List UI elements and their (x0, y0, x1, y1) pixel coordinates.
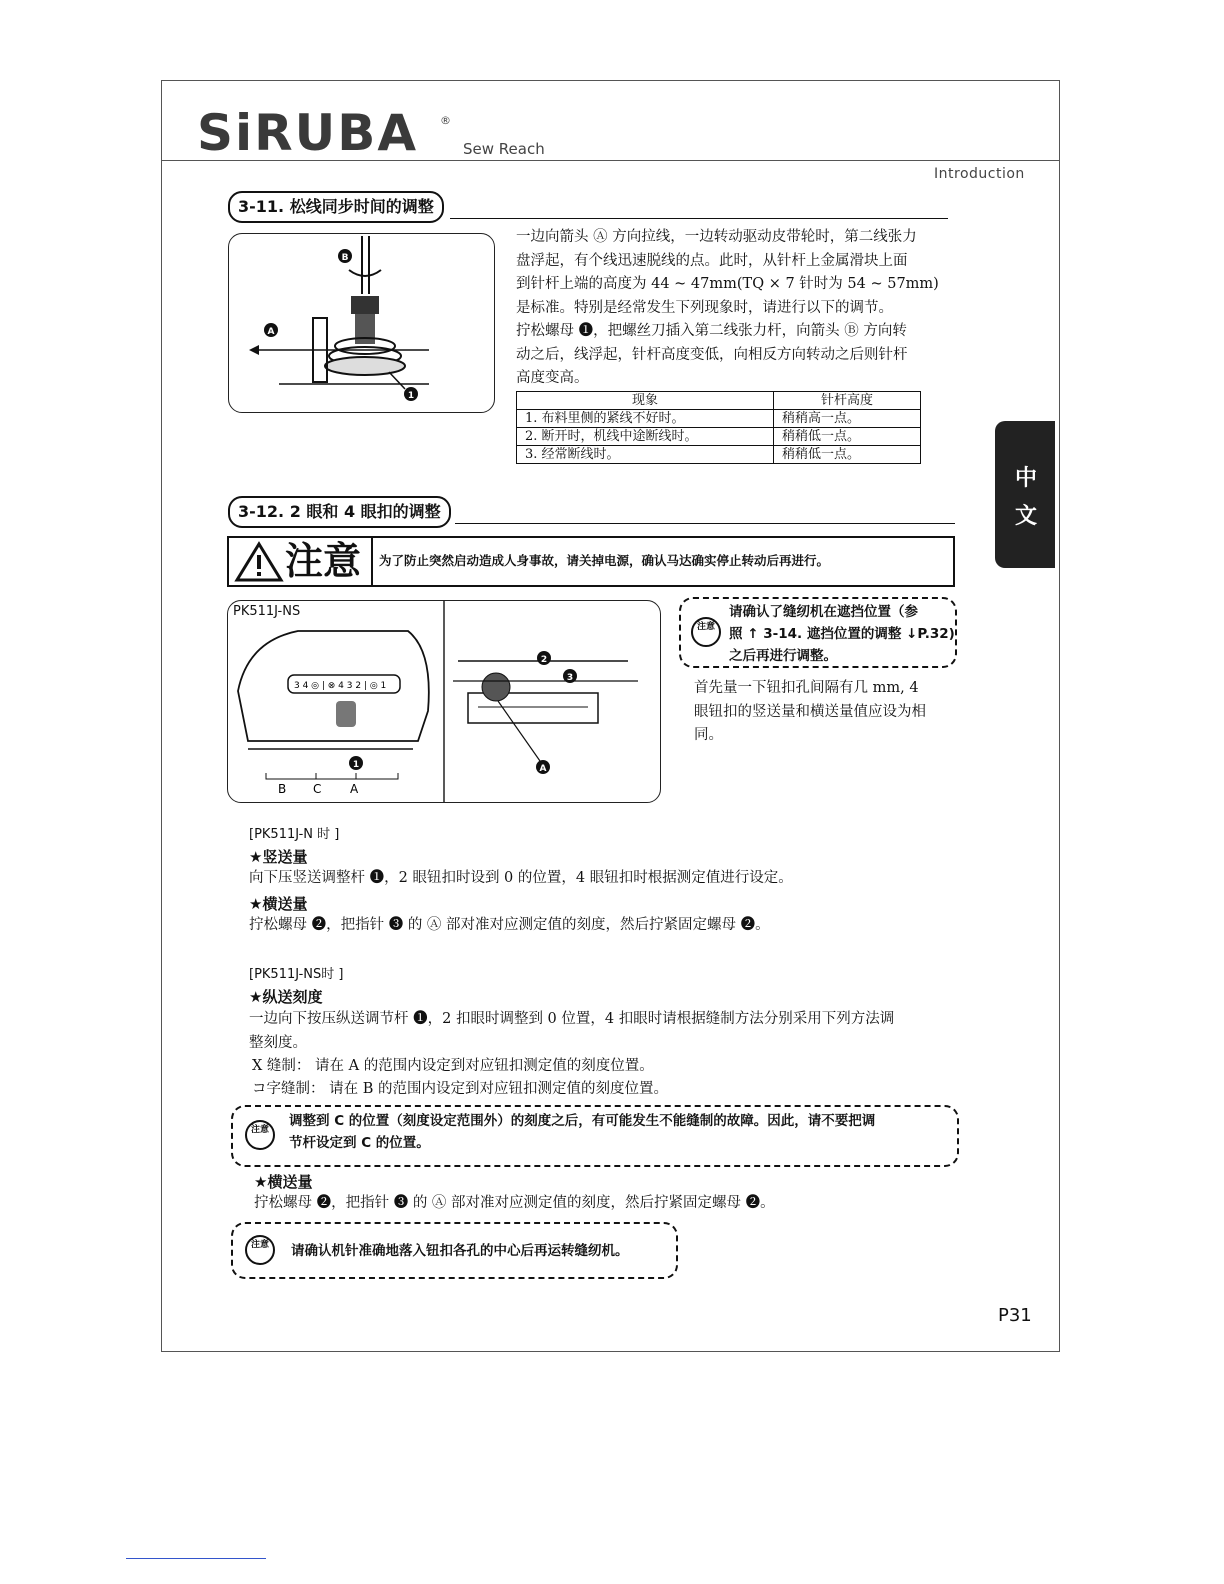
section-3-11-body (516, 226, 956, 391)
section-title-3-12: 3-12. 2 眼和 4 眼扣的调整 (228, 496, 451, 528)
thread-tension-illustration (228, 233, 495, 413)
tab-char-2: 文 (1015, 504, 1038, 529)
warning-triangle-icon (233, 538, 289, 585)
body-line: 首先量一下钮扣孔间隔有几 mm, 4 (694, 680, 919, 696)
note-icon: 注意 (691, 617, 721, 647)
body-line: 拧松螺母 ❶，把螺丝刀插入第二线张力杆，向箭头 Ⓑ 方向转 (516, 323, 907, 339)
body-line: 眼钮扣的竖送量和横送量值应设为相 (694, 703, 926, 720)
note-icon: 注意 (245, 1120, 275, 1150)
note-icon: 注意 (245, 1235, 275, 1265)
table-header: 现象 (517, 392, 774, 410)
tension-diagram (229, 234, 494, 412)
fig-label-a: A (267, 327, 275, 337)
table-header: 针杆高度 (774, 392, 921, 410)
pkn-vertical-text: 向下压竖送调整杆 ❶，2 眼钮扣时设到 0 的位置，4 眼钮扣时根据测定值进行设定。 (249, 870, 793, 886)
table-cell: 稍稍低一点。 (774, 428, 921, 446)
note-line: 照 ↑ 3-14. 遮挡位置的调整 ↓P.32) (729, 626, 955, 642)
siruba-logo: SiRUBA (197, 104, 419, 162)
language-tab[interactable] (995, 421, 1055, 568)
tagline: Sew Reach (463, 140, 545, 158)
pkn-horizontal-heading: ★横送量 (249, 895, 308, 913)
fig-num-2: 2 (540, 655, 548, 665)
pkn-heading: [PK511J-N 时 ] (249, 827, 340, 842)
caution-text: 为了防止突然启动造成人身事故，请关掉电源，确认马达确实停止转动后再进行。 (379, 553, 830, 568)
fig-num-1: 1 (352, 760, 360, 770)
section-label: Introduction (934, 166, 1025, 182)
table-cell: 2. 断开时，机线中途断线时。 (517, 428, 774, 446)
pkns-vertical-text (249, 1008, 969, 1055)
pkns-heading: [PK511J-NS时 ] (249, 967, 344, 982)
note-2-text (289, 1110, 957, 1154)
scale-label: 3 4 ◎ | ⊗ 4 3 2 | ◎ 1 (294, 681, 387, 691)
pkns-vertical-heading: ★纵送刻度 (249, 988, 323, 1006)
pkn-horizontal-text: 拧松螺母 ❷，把指针 ❸ 的 Ⓐ 部对准对应测定值的刻度，然后拧紧固定螺母 ❷。 (249, 917, 770, 933)
pkns-horizontal-heading: ★横送量 (254, 1173, 313, 1191)
note-line: 调整到 C 的位置（刻度设定范围外）的刻度之后，有可能发生不能缝制的故障。因此，请不要把调 (289, 1113, 876, 1129)
fig-label-b: B (341, 253, 349, 263)
range-a-label: A (350, 782, 359, 796)
pkns-c-stitch: コ字缝制： 请在 B 的范围内设定到对应钮扣测定值的刻度位置。 (252, 1081, 668, 1097)
note-box-3 (231, 1222, 678, 1279)
table-row (517, 446, 921, 464)
note-3-text: 请确认机针准确地落入钮扣各孔的中心后再运转缝纫机。 (291, 1243, 629, 1259)
caution-word: 注意 (285, 539, 362, 583)
note-line: 之后再进行调整。 (729, 648, 837, 664)
adjustment-table (516, 391, 921, 464)
feed-adjust-illustration (227, 600, 661, 803)
fig-num-3: 3 (566, 673, 574, 683)
fig-model-label: PK511J-NS (233, 604, 301, 619)
caution-box (227, 536, 955, 587)
pkns-x-stitch: X 缝制： 请在 A 的范围内设定到对应钮扣测定值的刻度位置。 (252, 1058, 654, 1074)
table-row (517, 410, 921, 428)
table-header-row (517, 392, 921, 410)
registered-mark: ® (440, 114, 451, 127)
table-cell: 稍稍低一点。 (774, 446, 921, 464)
side-paragraph (694, 677, 960, 748)
body-line: 动之后，线浮起，针杆高度变低，向相反方向转动之后则针杆 (516, 346, 908, 363)
body-line: 高度变高。 (516, 370, 589, 386)
pkn-vertical-heading: ★竖送量 (249, 848, 308, 866)
section-rule-3-11 (450, 218, 948, 219)
body-line: 是标准。特别是经常发生下列现象时，请进行以下的调节。 (516, 299, 893, 316)
body-line: 一边向箭头 Ⓐ 方向拉线，一边转动驱动皮带轮时，第二线张力 (516, 229, 917, 245)
body-line: 盘浮起，有个线迅速脱线的点。此时，从针杆上金属滑块上面 (516, 252, 908, 269)
fig-num-a: A (539, 764, 547, 774)
section-rule-3-12 (455, 523, 955, 524)
page-number: P31 (998, 1305, 1032, 1326)
table-row (517, 428, 921, 446)
table-cell: 稍稍高一点。 (774, 410, 921, 428)
note-box-2 (231, 1105, 959, 1167)
tab-char-1: 中 (1015, 466, 1038, 491)
section-title-3-11: 3-11. 松线同步时间的调整 (228, 191, 444, 223)
feed-diagram (228, 601, 660, 802)
fig-label-1: 1 (407, 391, 415, 401)
table-cell: 1. 布料里侧的紧线不好时。 (517, 410, 774, 428)
body-line: 同。 (694, 727, 723, 743)
range-c-label: C (313, 782, 322, 796)
pkns-horizontal-text: 拧松螺母 ❷，把指针 ❸ 的 Ⓐ 部对准对应测定值的刻度，然后拧紧固定螺母 ❷。 (254, 1195, 775, 1211)
body-line: 一边向下按压纵送调节杆 ❶，2 扣眼时调整到 0 位置，4 扣眼时请根据缝制方法分别采用下列方法调 (249, 1011, 895, 1027)
link-underline (126, 1558, 266, 1559)
table-cell: 3. 经常断线时。 (517, 446, 774, 464)
note-1-text (729, 601, 957, 667)
note-line: 请确认了缝纫机在遮挡位置（参 (729, 604, 918, 620)
note-line: 节杆设定到 C 的位置。 (289, 1135, 430, 1151)
body-line: 到针杆上端的高度为 44 ~ 47mm(TQ × 7 针时为 54 ~ 57mm) (516, 276, 939, 292)
note-box-1 (679, 597, 957, 668)
range-b-label: B (278, 782, 287, 796)
body-line: 整刻度。 (249, 1034, 307, 1051)
